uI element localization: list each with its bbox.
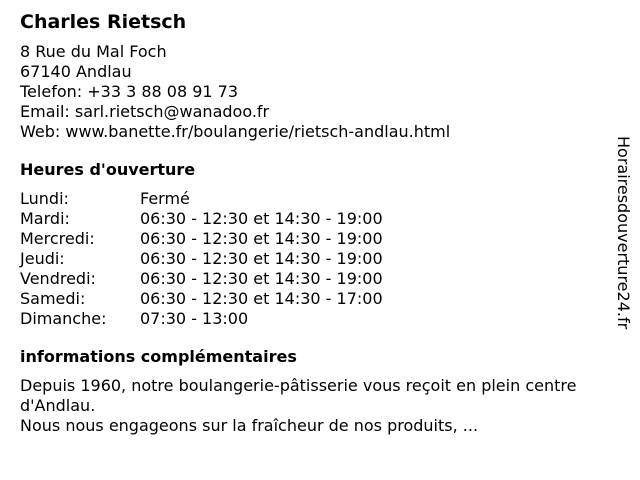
- day-hours: 06:30 - 12:30 et 14:30 - 19:00: [140, 209, 383, 228]
- day-hours: 06:30 - 12:30 et 14:30 - 19:00: [140, 269, 383, 288]
- hours-row-vendredi: [20, 269, 610, 289]
- hours-row-samedi: [20, 289, 610, 309]
- hours-row-dimanche: [20, 309, 610, 329]
- address-street: 8 Rue du Mal Foch: [20, 42, 167, 61]
- day-label: Vendredi:: [20, 269, 96, 288]
- business-name: Charles Rietsch: [20, 11, 187, 33]
- phone-number: Telefon: +33 3 88 08 91 73: [20, 82, 239, 101]
- hours-table: [20, 189, 610, 329]
- hours-row-jeudi: [20, 249, 610, 269]
- website-url: Web: www.banette.fr/boulangerie/rietsch-andlau.html: [20, 122, 451, 141]
- info-heading: informations complémentaires: [20, 347, 297, 366]
- hours-row-mardi: [20, 209, 610, 229]
- address-city: 67140 Andlau: [20, 62, 132, 81]
- day-hours: 06:30 - 12:30 et 14:30 - 19:00: [140, 229, 383, 248]
- day-label: Dimanche:: [20, 309, 107, 328]
- business-card: [20, 10, 610, 436]
- day-label: Lundi:: [20, 189, 69, 208]
- day-hours: 06:30 - 12:30 et 14:30 - 17:00: [140, 289, 383, 308]
- day-hours: 06:30 - 12:30 et 14:30 - 19:00: [140, 249, 383, 268]
- day-hours: Fermé: [140, 189, 190, 208]
- hours-row-lundi: [20, 189, 610, 209]
- day-label: Samedi:: [20, 289, 86, 308]
- day-label: Mercredi:: [20, 229, 95, 248]
- site-watermark: Horairesdouverture24.fr: [614, 136, 633, 330]
- hours-row-mercredi: [20, 229, 610, 249]
- day-label: Mardi:: [20, 209, 70, 228]
- hours-heading: Heures d'ouverture: [20, 160, 196, 179]
- email-address: Email: sarl.rietsch@wanadoo.fr: [20, 102, 270, 121]
- info-paragraph-2: Nous nous engageons sur la fraîcheur de nos produits, ...: [20, 416, 479, 435]
- day-label: Jeudi:: [20, 249, 65, 268]
- info-paragraph: Depuis 1960, notre boulangerie-pâtisserie vous reçoit en plein centre d'Andlau.: [20, 376, 577, 415]
- day-hours: 07:30 - 13:00: [140, 309, 249, 328]
